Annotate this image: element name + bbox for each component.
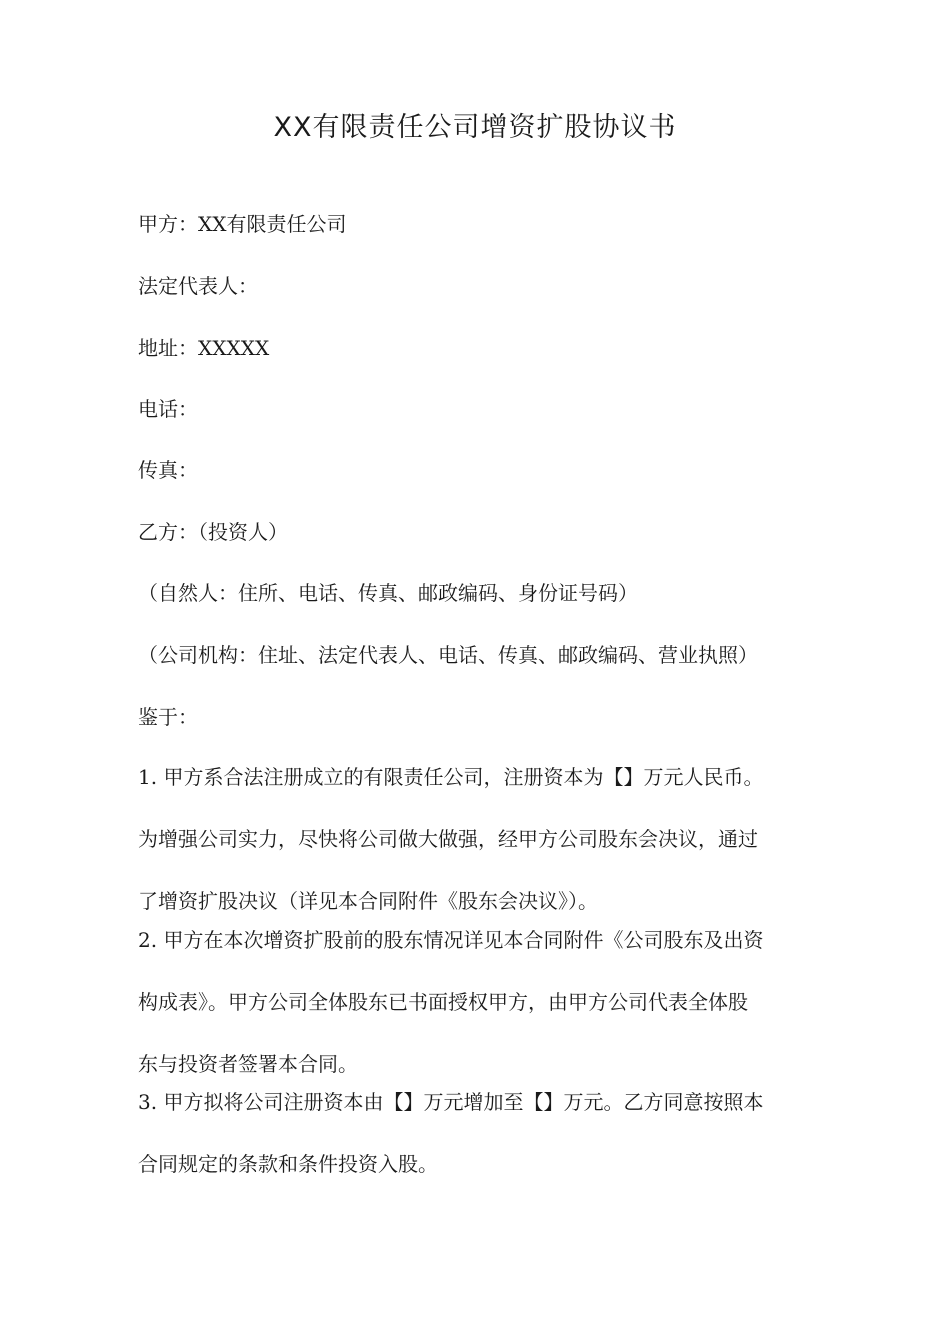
item-2-line-1: 2. 甲方在本次增资扩股前的股东情况详见本合同附件《公司股东及出资 [138,928,764,952]
party-b-line: 乙方：（投资人） [138,520,288,544]
item-2-line-3: 东与投资者签署本合同。 [138,1052,358,1076]
item-1-line-1: 1. 甲方系合法注册成立的有限责任公司，注册资本为【】万元人民币。 [138,765,764,789]
whereas-item-2 [138,925,818,1080]
address-line: 地址：XXXXX [138,336,270,360]
item-3-line-1: 3. 甲方拟将公司注册资本由【】万元增加至【】万元。乙方同意按照本 [138,1090,764,1114]
item-1-line-2: 为增强公司实力，尽快将公司做大做强，经甲方公司股东会决议，通过 [138,827,758,851]
fax-line: 传真： [138,458,198,482]
whereas-heading: 鉴于： [138,705,198,729]
whereas-item-1 [138,762,818,917]
document-title: XX有限责任公司增资扩股协议书 [273,112,677,143]
natural-person-line: （自然人：住所、电话、传真、邮政编码、身份证号码） [138,581,638,605]
phone-line: 电话： [138,397,198,421]
whereas-item-3 [138,1087,818,1180]
legal-representative-line: 法定代表人： [138,274,258,298]
item-2-line-2: 构成表》。甲方公司全体股东已书面授权甲方，由甲方公司代表全体股 [138,990,748,1014]
item-1-line-3: 了增资扩股决议（详见本合同附件《股东会决议》）。 [138,889,598,913]
company-org-line: （公司机构：住址、法定代表人、电话、传真、邮政编码、营业执照） [138,643,758,667]
party-a-line: 甲方：XX有限责任公司 [138,212,347,236]
item-3-line-2: 合同规定的条款和条件投资入股。 [138,1152,438,1176]
